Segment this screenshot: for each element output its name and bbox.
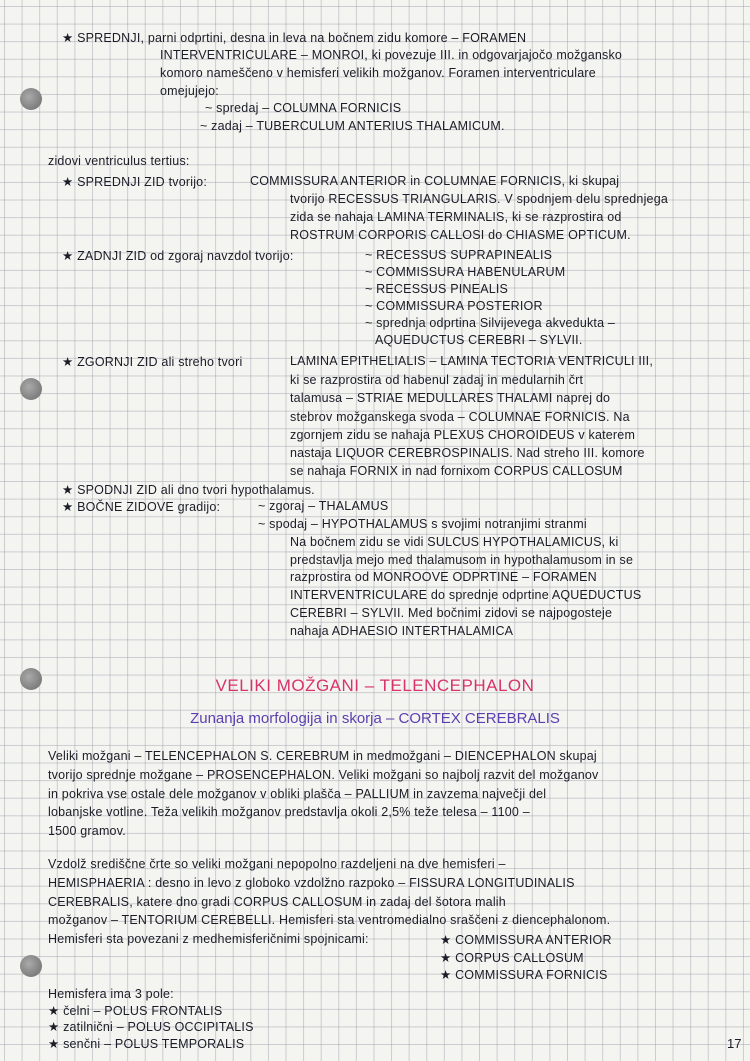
text-line: nastaja LIQUOR CEREBROSPINALIS. Nad streho III. komore — [290, 446, 645, 460]
list-item: ★ zatilnični – POLUS OCCIPITALIS — [48, 1020, 254, 1034]
section-heading: zidovi ventriculus tertius: — [48, 154, 190, 168]
text-line: CEREBRI – SYLVII. Med bočnimi zidovi se najpogosteje — [290, 606, 613, 620]
item-label: ★ SPREDNJI ZID tvorijo: — [62, 175, 207, 189]
text-line: talamusa – STRIAE MEDULLARES THALAMI naprej do — [290, 391, 611, 405]
text-line: ~ COMMISSURA POSTERIOR — [365, 299, 543, 313]
text-line: INTERVENTRICULARE – MONROI, ki povezuje III. in odgovarjajočo možgansko — [160, 48, 623, 62]
text-line: nahaja ADHAESIO INTERTHALAMICA — [290, 624, 514, 638]
text-line: ~ zadaj – TUBERCULUM ANTERIUS THALAMICUM. — [200, 119, 505, 133]
text-line: zida se nahaja LAMINA TERMINALIS, ki se razprostira od — [290, 210, 622, 224]
text-line: predstavlja mejo med thalamusom in hypothalamusom in se — [290, 553, 634, 567]
text-line: tvorijo RECESSUS TRIANGULARIS. V spodnjem delu sprednjega — [290, 192, 668, 206]
item-label: ★ ZADNJI ZID od zgoraj navzdol tvorijo: — [62, 249, 294, 263]
text-line: 1500 gramov. — [48, 824, 126, 838]
item-label: ★ BOČNE ZIDOVE gradijo: — [62, 500, 221, 514]
text-line: tvorijo sprednje možgane – PROSENCEPHALON. Veliki možgani so najbolj razvit del možganov — [48, 768, 599, 782]
text-line: COMMISSURA ANTERIOR in COLUMNAE FORNICIS, ki skupaj — [250, 174, 620, 188]
text-line: Na bočnem zidu se vidi SULCUS HYPOTHALAMICUS, ki — [290, 535, 619, 549]
list-item: ★ senčni – POLUS TEMPORALIS — [48, 1037, 245, 1051]
page-title: VELIKI MOŽGANI – TELENCEPHALON — [215, 676, 535, 695]
text-line: in pokriva vse ostale dele možganov v obliki plašča – PALLIUM in zavzema največji del — [48, 787, 547, 801]
text-line: možganov – TENTORIUM CEREBELLI. Hemisferi sta ventromedialno sraščeni z diencephalonom. — [48, 913, 611, 927]
punch-hole — [20, 955, 42, 977]
item-label: ★ ZGORNJI ZID ali streho tvori — [62, 355, 243, 369]
list-item: ★ CORPUS CALLOSUM — [440, 951, 584, 965]
text-line: stebrov možganskega svoda – COLUMNAE FORNICIS. Na — [290, 410, 630, 424]
punch-hole — [20, 88, 42, 110]
list-heading: Hemisfera ima 3 pole: — [48, 987, 174, 1001]
text-line: ki se razprostira od habenul zadaj in medularnih črt — [290, 373, 584, 387]
text-line: ~ zgoraj – THALAMUS — [258, 499, 389, 513]
text-line: lobanjske votline. Teža velikih možganov predstavlja okoli 2,5% teže telesa – 1100 – — [48, 805, 530, 819]
text-line: ~ COMMISSURA HABENULARUM — [365, 265, 566, 279]
text-line: zgornjem zidu se nahaja PLEXUS CHOROIDEUS v katerem — [290, 428, 636, 442]
text-line: ~ spodaj – HYPOTHALAMUS s svojimi notranjimi stranmi — [258, 517, 587, 531]
text-line: ~ spredaj – COLUMNA FORNICIS — [205, 101, 402, 115]
text-line: razprostira od MONROOVE ODPRTINE – FORAMEN — [290, 570, 597, 584]
text-line: AQUEDUCTUS CEREBRI – SYLVII. — [375, 333, 583, 347]
text-line: INTERVENTRICULARE do sprednje odprtine AQUEDUCTUS — [290, 588, 642, 602]
list-item: ★ COMMISSURA ANTERIOR — [440, 933, 612, 947]
text-line: ~ RECESSUS PINEALIS — [365, 282, 509, 296]
text-line: CEREBRALIS, katere dno gradi CORPUS CALLOSUM in zadaj del šotora malih — [48, 895, 506, 909]
page-subtitle: Zunanja morfologija in skorja – CORTEX CEREBRALIS — [190, 710, 560, 727]
page-number: 17 — [727, 1036, 742, 1051]
list-item: ★ čelni – POLUS FRONTALIS — [48, 1004, 223, 1018]
text-line: ~ RECESSUS SUPRAPINEALIS — [365, 248, 553, 262]
text-line: omejujejo: — [160, 84, 219, 98]
text-line: se nahaja FORNIX in nad fornixom CORPUS CALLOSUM — [290, 464, 623, 478]
text-line: LAMINA EPITHELIALIS – LAMINA TECTORIA VENTRICULI III, — [290, 354, 654, 368]
text-line: ~ sprednja odprtina Silvijevega akvedukta – — [365, 316, 616, 330]
list-item: ★ COMMISSURA FORNICIS — [440, 968, 608, 982]
text-line: Veliki možgani – TELENCEPHALON S. CEREBRUM in medmožgani – DIENCEPHALON skupaj — [48, 749, 597, 763]
inferior-wall: ★ SPODNJI ZID ali dno tvori hypothalamus. — [62, 483, 315, 497]
text-line: Vzdolž središčne črte so veliki možgani nepopolno razdeljeni na dve hemisferi – — [48, 857, 506, 871]
text-line: HEMISPHAERIA : desno in levo z globoko vzdolžno razpoko – FISSURA LONGITUDINALIS — [48, 876, 575, 890]
text-line: Hemisferi sta povezani z medhemisferičnimi spojnicami: — [48, 932, 369, 946]
text-line: komoro nameščeno v hemisferi velikih možganov. Foramen interventriculare — [160, 66, 596, 80]
text-line: ★ SPREDNJI, parni odprtini, desna in leva na bočnem zidu komore – FORAMEN — [62, 31, 527, 45]
punch-hole — [20, 378, 42, 400]
text-line: ROSTRUM CORPORIS CALLOSI do CHIASME OPTICUM. — [290, 228, 631, 242]
